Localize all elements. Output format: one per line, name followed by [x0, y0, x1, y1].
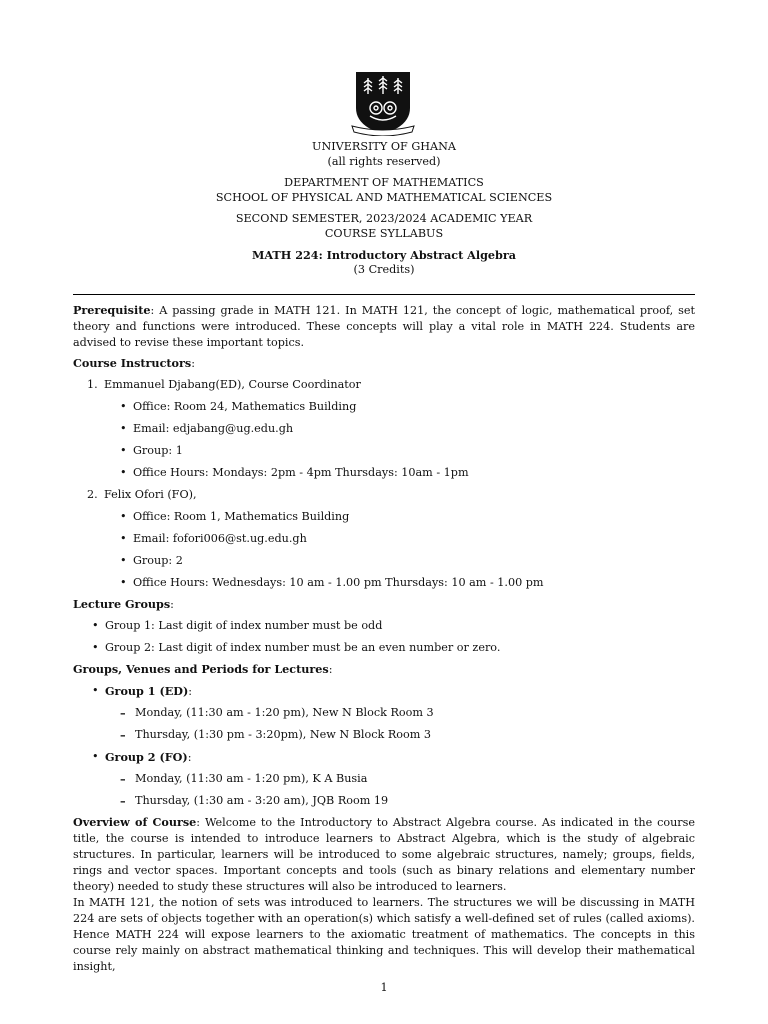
overview-paragraph: [73, 814, 695, 895]
bullet-icon: •: [120, 554, 127, 567]
session-text: Monday, (11:30 am - 1:20 pm), New N Block Room 3: [135, 706, 434, 719]
course-credits: (3 Credits): [353, 263, 415, 276]
heading-colon: :: [328, 663, 333, 676]
session-item: [73, 771, 695, 793]
bullet-icon: •: [92, 641, 99, 654]
instructor-item: [73, 377, 695, 399]
instructor-office: Office: Room 1, Mathematics Building: [133, 510, 350, 523]
session-item: [73, 705, 695, 727]
bullet-icon: •: [120, 466, 127, 479]
overview-label: Overview of Course: [73, 815, 197, 829]
instructor-item: [73, 487, 695, 509]
venues-list: [73, 683, 695, 815]
heading-colon: :: [170, 598, 174, 611]
bullet-icon: •: [92, 750, 99, 763]
overview-paragraph-2: In MATH 121, the notion of sets was introduced to learners. The structures we will be discussing in MATH 224 are sets of objects together with an operation(s) which satisfy a well-defined set of rules (called axioms). Hence MATH 224 will expose learners to the axiomatic treatment of mathematics. The concepts in this course rely mainly on abstract mathematical thinking and techniques. This will develop their mathematical insight,: [73, 896, 695, 973]
list-item: [73, 618, 695, 640]
header-divider: [73, 294, 695, 295]
session-text: Thursday, (1:30 am - 3:20 am), JQB Room 19: [135, 794, 389, 807]
instructor-hours: Office Hours: Wednesdays: 10 am - 1.00 pm Thursdays: 10 am - 1.00 pm: [133, 576, 544, 589]
page-number: 1: [380, 981, 388, 994]
instructors-heading: [73, 355, 695, 372]
instructors-list: [73, 377, 695, 597]
syllabus-page: [73, 0, 695, 1024]
prerequisite-text: : A passing grade in MATH 121. In MATH 121, the concept of logic, mathematical proof, set theory and functions were introduced. These concepts will play a vital role in MATH 224. Students are advised to revise these important topics.: [73, 304, 695, 349]
list-item: [73, 531, 695, 553]
group-item: [73, 683, 695, 705]
instructor-name: Emmanuel Djabang(ED), Course Coordinator: [104, 378, 361, 391]
session-text: Thursday, (1:30 pm - 3:20pm), New N Block Room 3: [135, 728, 432, 741]
university-name: UNIVERSITY OF GHANA: [312, 140, 456, 153]
dash-icon: –: [120, 728, 126, 742]
bullet-icon: •: [92, 619, 99, 632]
venues-heading: [73, 661, 695, 678]
overview-text: : Welcome to the Introductory to Abstract Algebra course. As indicated in the course title, the course is intended to introduce learners to Abstract Algebra, which is the study of algebraic structures. In particular, learners will be introduced to some algebraic structures, namely; groups, fields, rings and vector spaces. Important concepts and tools (such as binary relations and elementary number theory) needed to study these structures will also be introduced to learners.: [73, 816, 695, 893]
school-name: SCHOOL OF PHYSICAL AND MATHEMATICAL SCIENCES: [215, 191, 553, 204]
instructor-email: Email: fofori006@st.ug.edu.gh: [133, 532, 307, 545]
list-item: [73, 465, 695, 487]
bullet-icon: •: [120, 510, 127, 523]
session-text: Monday, (11:30 am - 1:20 pm), K A Busia: [135, 772, 368, 785]
lecture-groups-heading-label: Lecture Groups: [73, 597, 171, 611]
group-colon: :: [187, 751, 192, 764]
bullet-icon: •: [92, 684, 99, 697]
instructor-office: Office: Room 24, Mathematics Building: [133, 400, 357, 413]
bullet-icon: •: [120, 444, 127, 457]
dash-icon: –: [120, 772, 126, 786]
session-item: [73, 727, 695, 749]
list-item: [73, 553, 695, 575]
bullet-icon: •: [120, 422, 127, 435]
bullet-icon: •: [120, 576, 127, 589]
semester-line: SECOND SEMESTER, 2023/2024 ACADEMIC YEAR: [235, 212, 533, 225]
lecture-groups-list: [73, 618, 695, 662]
bullet-icon: •: [120, 400, 127, 413]
session-item: [73, 793, 695, 815]
instructors-heading-label: Course Instructors: [73, 356, 192, 370]
list-item: [73, 509, 695, 531]
course-title: MATH 224: Introductory Abstract Algebra: [251, 248, 517, 262]
instructor-group: Group: 1: [133, 444, 183, 457]
dash-icon: –: [120, 706, 126, 720]
prerequisite-label: Prerequisite: [73, 303, 151, 317]
rights-notice: (all rights reserved): [327, 155, 441, 168]
group-label: Group 2 (FO): [105, 750, 188, 764]
instructor-email: Email: edjabang@ug.edu.gh: [133, 422, 294, 435]
venues-heading-label: Groups, Venues and Periods for Lectures: [73, 662, 329, 676]
heading-colon: :: [191, 357, 195, 370]
department-name: DEPARTMENT OF MATHEMATICS: [284, 176, 484, 189]
bullet-icon: •: [120, 532, 127, 545]
list-item: [73, 399, 695, 421]
list-item: [73, 640, 695, 662]
document-type: COURSE SYLLABUS: [324, 227, 444, 240]
lecture-group-rule: Group 2: Last digit of index number must be an even number or zero.: [105, 641, 501, 654]
list-item: [73, 575, 695, 597]
group-label: Group 1 (ED): [105, 684, 189, 698]
instructor-group: Group: 2: [133, 554, 183, 567]
prerequisite-paragraph: [73, 302, 695, 351]
instructor-name: Felix Ofori (FO),: [104, 488, 197, 501]
list-item: [73, 443, 695, 465]
lecture-group-rule: Group 1: Last digit of index number must be odd: [105, 619, 383, 632]
university-crest-logo: [350, 70, 416, 136]
instructor-hours: Office Hours: Mondays: 2pm - 4pm Thursdays: 10am - 1pm: [133, 466, 469, 479]
list-item: [73, 421, 695, 443]
lecture-groups-heading: [73, 596, 695, 613]
list-number: 2.: [87, 488, 98, 501]
group-colon: :: [188, 685, 193, 698]
dash-icon: –: [120, 794, 126, 808]
group-item: [73, 749, 695, 771]
list-number: 1.: [87, 378, 98, 391]
